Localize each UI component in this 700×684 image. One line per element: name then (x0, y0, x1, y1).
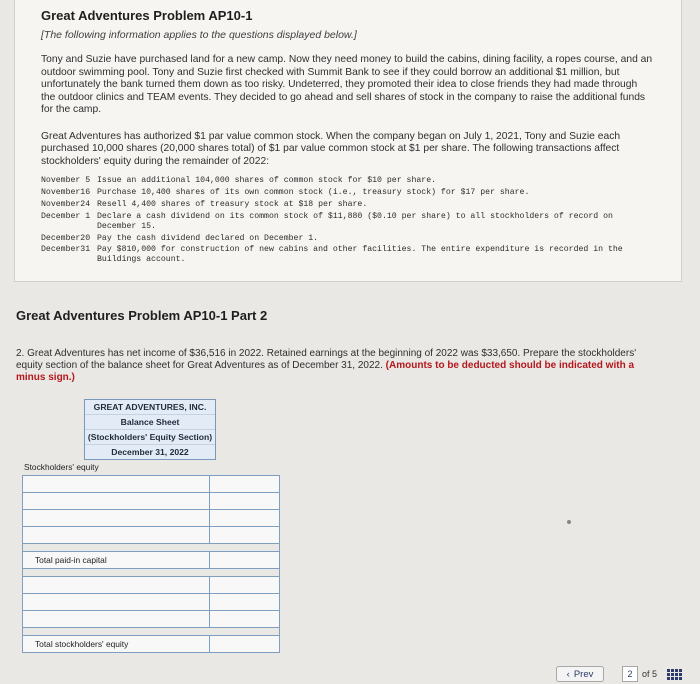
amount-input[interactable] (210, 577, 280, 593)
question-instruction: (Amounts to be deducted should be indicated with a minus sign.) (16, 360, 635, 384)
transaction-date: November16 (41, 188, 91, 198)
transaction-desc: Pay the cash dividend declared on December 1. (97, 233, 319, 243)
table-row (22, 510, 280, 527)
transaction-row (41, 188, 653, 198)
row-spacer (22, 544, 280, 552)
prev-label: Prev (573, 668, 594, 680)
pagination (556, 664, 682, 684)
transaction-list (41, 176, 653, 265)
row-spacer (22, 569, 280, 577)
total-paid-in-input[interactable] (210, 552, 280, 568)
amount-input[interactable] (210, 476, 280, 492)
amount-input[interactable] (210, 611, 280, 627)
total-paid-in-label: Total paid-in capital (22, 552, 210, 568)
current-page-indicator[interactable]: 2 (622, 666, 638, 682)
amount-input[interactable] (210, 594, 280, 610)
balance-sheet-header (84, 399, 216, 460)
company-name: GREAT ADVENTURES, INC. (85, 400, 215, 415)
equity-worksheet (22, 459, 280, 653)
page-count: of 5 (642, 669, 658, 679)
transaction-date: December 1 (41, 211, 91, 221)
problem-title: Great Adventures Problem AP10-1 (41, 8, 253, 23)
problem-subtitle: [The following information applies to the questions displayed below.] (41, 29, 357, 41)
transaction-desc: Pay $810,000 for construction of new cabins and other facilities. The entire expenditure is recorded in the Buildings account. (97, 245, 623, 265)
account-input[interactable] (22, 510, 210, 526)
table-row (22, 527, 280, 544)
transaction-date: November 5 (41, 176, 91, 186)
account-input[interactable] (22, 577, 210, 593)
amount-input[interactable] (210, 510, 280, 526)
account-input[interactable] (22, 611, 210, 627)
transaction-row (41, 200, 653, 210)
question-text (16, 348, 656, 385)
table-row (22, 577, 280, 594)
transaction-desc: Declare a cash dividend on its common stock of $11,880 ($0.10 per share) to all stockholders of record on December 15. (97, 211, 613, 231)
account-input[interactable] (22, 527, 210, 543)
account-input[interactable] (22, 476, 210, 492)
account-input[interactable] (22, 493, 210, 509)
stock-paragraph: Great Adventures has authorized $1 par value common stock. When the company began on July 1, 2021, Tony and Suzie each purchased 10,000 shares (20,000 shares total) of $1 par value common stock at $1 per share. The following transactions affect stockholders' equity during the remainder of 2022: (41, 130, 621, 167)
cursor-dot (567, 520, 571, 524)
table-row (22, 475, 280, 493)
total-equity-label: Total stockholders' equity (22, 636, 210, 652)
transaction-row (41, 234, 653, 244)
statement-date: December 31, 2022 (111, 447, 189, 457)
account-input[interactable] (22, 594, 210, 610)
total-equity-input[interactable] (210, 636, 280, 652)
amount-input[interactable] (210, 527, 280, 543)
table-row (22, 493, 280, 510)
transaction-row (41, 245, 653, 265)
question-body: 2. Great Adventures has net income of $36,516 in 2022. Retained earnings at the beginning of 2022 was $33,650. Prepare the stockholders' equity section of the balance sheet for Great Adventures as of December 31, 2022. (16, 348, 637, 372)
transaction-date: December31 (41, 245, 91, 255)
table-row (22, 594, 280, 611)
prev-button[interactable] (556, 666, 604, 682)
table-row (22, 611, 280, 628)
row-spacer (22, 628, 280, 636)
statement-name: Balance Sheet (85, 415, 215, 430)
transaction-row (41, 212, 653, 232)
transaction-date: December20 (41, 233, 91, 243)
amount-input[interactable] (210, 493, 280, 509)
transaction-desc: Issue an additional 104,000 shares of common stock for $10 per share. (97, 176, 437, 186)
transaction-date: November24 (41, 200, 91, 210)
chevron-left-icon: ‹ (566, 668, 570, 680)
part-title: Great Adventures Problem AP10-1 Part 2 (16, 308, 268, 323)
transaction-row (41, 176, 653, 186)
grid-icon[interactable] (667, 669, 682, 680)
total-paid-in-row (22, 552, 280, 569)
total-equity-row (22, 636, 280, 653)
problem-info-card (14, 0, 682, 282)
intro-paragraph: Tony and Suzie have purchased land for a new camp. Now they need money to build the cabins, dining facility, a ropes course, and an outdoor swimming pool. Tony and Suzie first checked with Summit Bank to see if they could borrow an additional $1 million, but unfortunately the bank turned them down as too risky. Undeterred, they promoted their idea to close friends they had made through the outdoor clinics and TEAM events. They decided to go ahead and sell shares of stock in the company to raise the additional funds for the camp. (41, 54, 653, 116)
transaction-desc: Purchase 10,400 shares of its own common stock (i.e., treasury stock) for $17 per share. (97, 188, 530, 198)
transaction-desc: Resell 4,400 shares of treasury stock at $18 per share. (97, 200, 368, 210)
section-name: (Stockholders' Equity Section) (85, 430, 215, 445)
stockholders-equity-label: Stockholders' equity (24, 462, 99, 472)
